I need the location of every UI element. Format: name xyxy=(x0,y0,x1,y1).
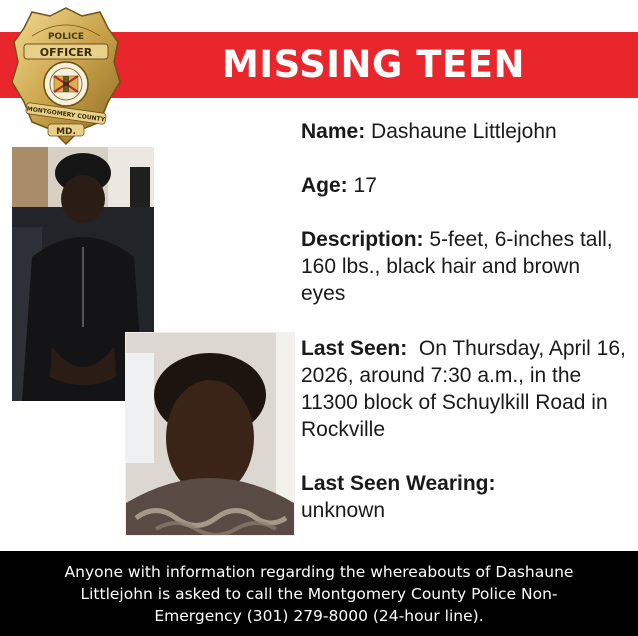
age-field xyxy=(301,172,377,199)
wearing-field xyxy=(301,470,626,524)
description-label: Description: xyxy=(301,228,424,251)
badge-state-text: MD. xyxy=(56,127,76,137)
badge-ribbon-text: OFFICER xyxy=(39,46,93,59)
page-title: MISSING TEEN xyxy=(222,43,525,86)
photo-portrait xyxy=(125,332,295,536)
description-value: 5-feet, 6-inches tall, 160 lbs., black hair and brown eyes xyxy=(301,228,613,305)
age-label: Age: xyxy=(301,174,348,197)
age-value: 17 xyxy=(353,174,377,197)
last-seen-value: On Thursday, April 16, 2026, around 7:30 a.m., in the 11300 block of Schuylkill Road in Rockville xyxy=(301,337,626,441)
wearing-label: Last Seen Wearing: xyxy=(301,472,496,495)
contact-footer xyxy=(0,551,638,636)
description-field xyxy=(301,226,626,307)
name-label: Name: xyxy=(301,120,366,143)
wearing-value: unknown xyxy=(301,499,386,522)
last-seen-label: Last Seen: xyxy=(301,337,408,360)
footer-text: Anyone with information regarding the whereabouts of Dashaune Littlejohn is asked to call the Montgomery County Police Non-Emergency (301) 279-8000 (24-hour line). xyxy=(64,562,574,625)
name-value: Dashaune Littlejohn xyxy=(371,120,557,143)
badge-top-text: POLICE xyxy=(47,32,85,42)
name-field xyxy=(301,118,557,145)
last-seen-field xyxy=(301,335,626,443)
badge-county-text: MONTGOMERY COUNTY xyxy=(26,105,106,124)
police-badge-icon xyxy=(10,6,122,146)
